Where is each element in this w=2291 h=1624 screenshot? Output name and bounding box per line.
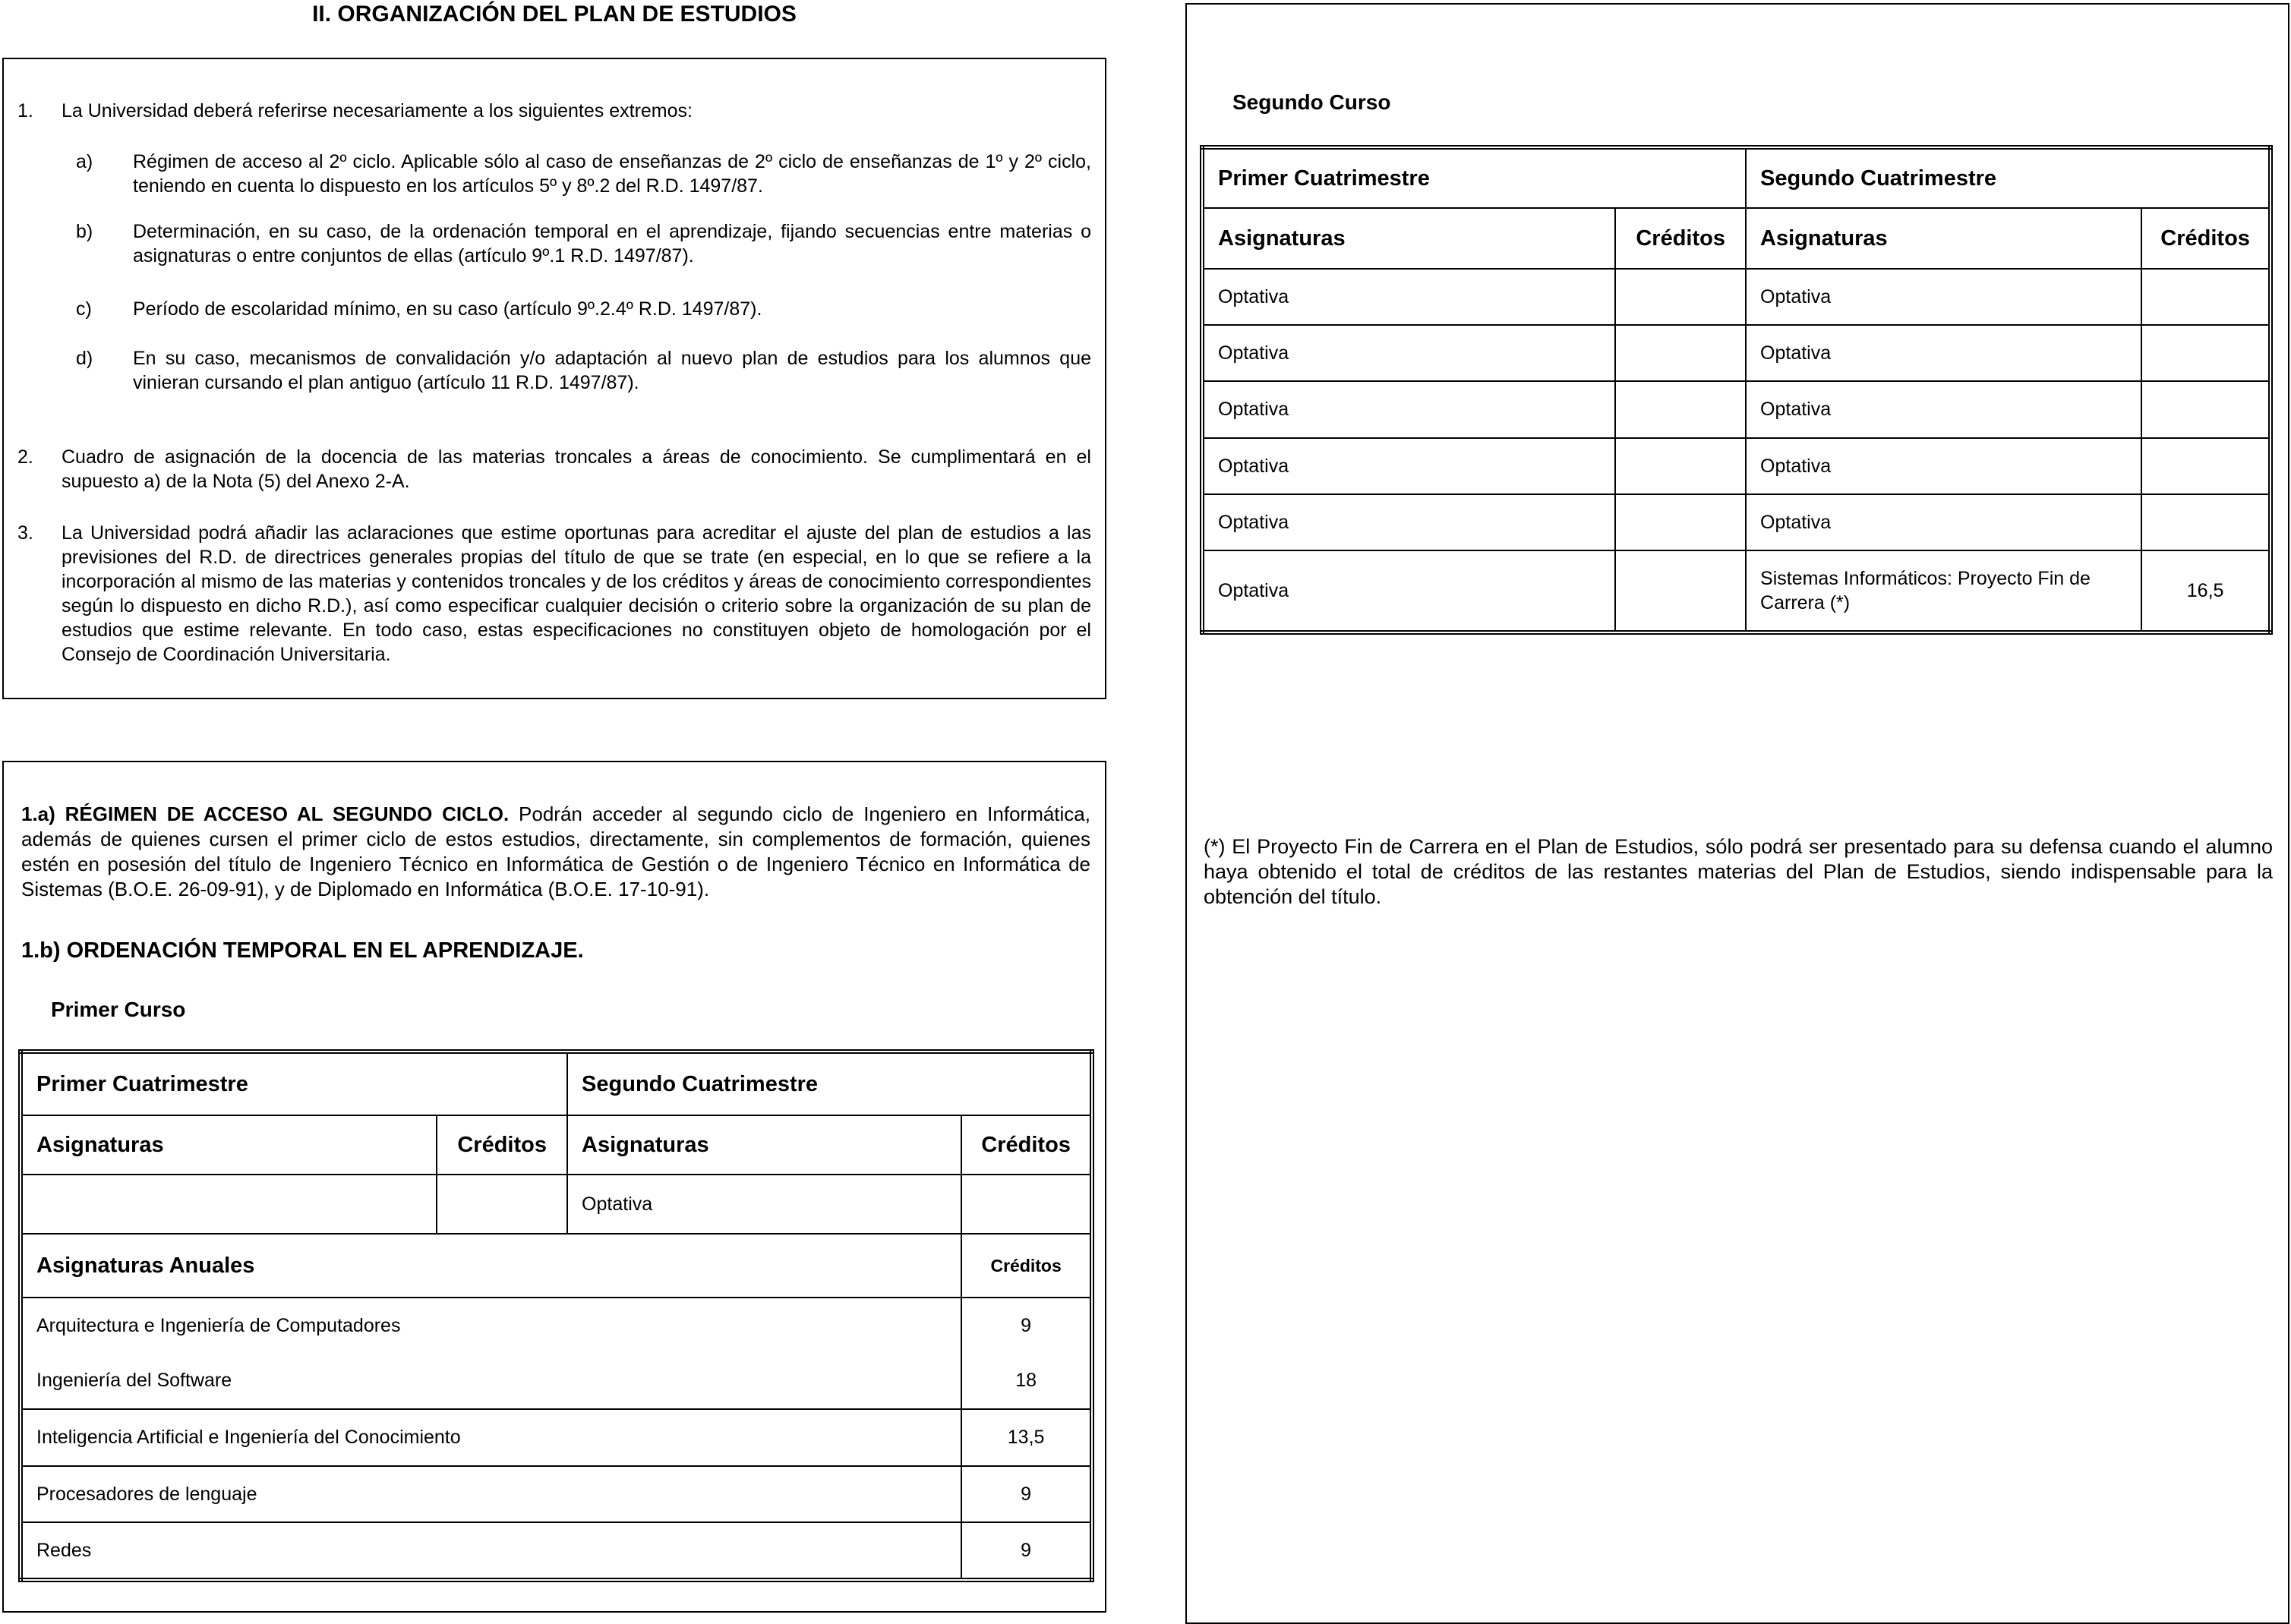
- table-cell: Optativa: [1202, 550, 1615, 632]
- table-row: [1202, 381, 2270, 438]
- access-text: Podrán acceder al segundo ciclo de Ingeniero en Informática, además de quienes cursen el primer ciclo de estos estudios, directamente, sin complementos de formación, quienes estén en posesión del título de Ingeniero Técnico en Informática de Gestión o de Ingeniero Técnico en Informática de Sistemas (B.O.E. 26-09-91), y de Diplomado en Informática (B.O.E. 17-10-91).: [21, 803, 1090, 900]
- item-3-text: La Universidad podrá añadir las aclaraciones que estime oportunas para acreditar el ajuste del plan de estudios a las previsiones del R.D. de directrices generales propias del título de que se trate (en especial, en lo que se refiere a la incorporación al mismo de las materias y contenidos troncales y de los créditos y áreas de conocimiento correspondientes según lo dispuesto en dicho R.D.), así como especificar cualquier decisión o criterio sobre la organización de su plan de estudios que estime relevante. En todo caso, estas especificaciones no constituyen objeto de homologación por el Consejo de Coordinación Universitaria.: [62, 522, 1091, 665]
- table-cell: [2141, 381, 2270, 438]
- item-1-number: 1.: [17, 100, 33, 121]
- table-row: [21, 1466, 1092, 1522]
- sub-item-c-label: c): [76, 298, 92, 320]
- footnote: (*) El Proyecto Fin de Carrera en el Plan de Estudios, sólo podrá ser presentado para su defensa cuando el alumno haya obtenido el total de créditos de las restantes materias del Plan de Estudios, siendo indispensable para la obtención del título.: [1204, 835, 2273, 908]
- item-3-number: 3.: [17, 522, 33, 544]
- table-cell: [2141, 438, 2270, 494]
- table-cell: Optativa: [1746, 494, 2141, 550]
- col-credits-header: Créditos: [1615, 208, 1746, 269]
- col-subjects-header: Asignaturas: [1202, 208, 1615, 269]
- annual-subjects-header: Asignaturas Anuales: [21, 1234, 961, 1298]
- annual-subject-credits: 13,5: [961, 1409, 1092, 1466]
- table-row: [21, 1298, 1092, 1353]
- annual-subject-name: Redes: [21, 1522, 961, 1580]
- table-cell: Optativa: [1746, 325, 2141, 381]
- table-cell: Optativa: [1202, 325, 1615, 381]
- table-row: [1202, 438, 2270, 494]
- table-cell: 16,5: [2141, 550, 2270, 632]
- table-row: [1202, 269, 2270, 325]
- col-credits-header: Créditos: [437, 1115, 567, 1175]
- col-subjects-header: Asignaturas: [21, 1115, 437, 1175]
- table-cell: [2141, 494, 2270, 550]
- table-row: [21, 1409, 1092, 1466]
- table-row: [1202, 550, 2270, 632]
- sub-item-d-text: En su caso, mecanismos de convalidación y/o adaptación al nuevo plan de estudios para los alumnos que vinieran cursando el plan antiguo (artículo 11 R.D. 1497/87).: [133, 348, 1091, 393]
- col-credits-header: Créditos: [961, 1115, 1092, 1175]
- table-row: [1202, 325, 2270, 381]
- table-cell: [1615, 269, 1746, 325]
- table-cell: [1615, 325, 1746, 381]
- annual-subject-credits: 18: [961, 1353, 1092, 1409]
- table-cell: [2141, 325, 2270, 381]
- table-cell: Optativa: [1202, 438, 1615, 494]
- sub-item-b-text: Determinación, en su caso, de la ordenación temporal en el aprendizaje, fijando secuencias entre materias o asignaturas o entre conjuntos de ellas (artículo 9º.1 R.D. 1497/87).: [133, 221, 1091, 266]
- item-2-text: Cuadro de asignación de la docencia de las materias troncales a áreas de conocimiento. Se cumplimentará en el supuesto a) de la Nota (5) del Anexo 2-A.: [62, 446, 1091, 492]
- sub-item-a-label: a): [76, 151, 93, 172]
- second-course-title: Segundo Curso: [1232, 90, 1391, 114]
- second-course-sem2-header: Segundo Cuatrimestre: [1746, 147, 2270, 208]
- table-cell: Optativa: [1202, 494, 1615, 550]
- sub-item-a-text: Régimen de acceso al 2º ciclo. Aplicable sólo al caso de enseñanzas de 2º ciclo de enseñanzas de 1º y 2º ciclo, teniendo en cuenta lo dispuesto en los artículos 5º y 8º.2 del R.D. 1497/87.: [133, 151, 1091, 197]
- annual-subject-name: Arquitectura e Ingeniería de Computadores: [21, 1298, 961, 1353]
- annual-subject-credits: 9: [961, 1466, 1092, 1522]
- table-cell: [1615, 381, 1746, 438]
- annual-subject-credits: 9: [961, 1522, 1092, 1580]
- table-cell: Sistemas Informáticos: Proyecto Fin de Carrera (*): [1746, 550, 2141, 632]
- table-cell: Optativa: [567, 1175, 961, 1234]
- table-cell: [1615, 494, 1746, 550]
- annual-credits-header: Créditos: [961, 1234, 1092, 1298]
- first-course-sem2-header: Segundo Cuatrimestre: [567, 1052, 1092, 1115]
- ordering-heading: 1.b) ORDENACIÓN TEMPORAL EN EL APRENDIZAJE.: [21, 938, 584, 963]
- study-plan-box: [2, 761, 1106, 1613]
- table-cell: Optativa: [1746, 381, 2141, 438]
- annual-subject-credits: 9: [961, 1298, 1092, 1353]
- sub-item-b-label: b): [76, 221, 93, 242]
- annual-subject-name: Procesadores de lenguaje: [21, 1466, 961, 1522]
- annual-subject-name: Inteligencia Artificial e Ingeniería del Conocimiento: [21, 1409, 961, 1466]
- table-cell: Optativa: [1746, 438, 2141, 494]
- table-cell: [437, 1175, 567, 1234]
- col-subjects-header: Asignaturas: [567, 1115, 961, 1175]
- table-cell: Optativa: [1202, 269, 1615, 325]
- requirements-box: [2, 58, 1106, 699]
- table-row: [1202, 494, 2270, 550]
- second-course-table: [1200, 145, 2273, 635]
- item-1-intro: La Universidad deberá referirse necesariamente a los siguientes extremos:: [62, 100, 693, 121]
- table-cell: Optativa: [1746, 269, 2141, 325]
- table-cell: [1615, 550, 1746, 632]
- access-paragraph: [21, 802, 1090, 902]
- access-heading: 1.a) RÉGIMEN DE ACCESO AL SEGUNDO CICLO.: [21, 803, 510, 825]
- second-course-sem1-header: Primer Cuatrimestre: [1202, 147, 1746, 208]
- first-course-sem1-header: Primer Cuatrimestre: [21, 1052, 567, 1115]
- first-course-table: [18, 1049, 1094, 1582]
- sub-item-c-text: Período de escolaridad mínimo, en su caso (artículo 9º.2.4º R.D. 1497/87).: [133, 298, 762, 320]
- item-2-number: 2.: [17, 446, 33, 468]
- table-cell: Optativa: [1202, 381, 1615, 438]
- table-cell: [1615, 438, 1746, 494]
- table-cell: [2141, 269, 2270, 325]
- sub-item-d-label: d): [76, 348, 93, 369]
- col-subjects-header: Asignaturas: [1746, 208, 2141, 269]
- page-title: II. ORGANIZACIÓN DEL PLAN DE ESTUDIOS: [312, 2, 797, 27]
- table-cell: [961, 1175, 1092, 1234]
- second-course-box: [1185, 3, 2289, 1624]
- first-course-title: Primer Curso: [51, 998, 186, 1021]
- col-credits-header: Créditos: [2141, 208, 2270, 269]
- table-row: [21, 1353, 1092, 1409]
- annual-subject-name: Ingeniería del Software: [21, 1353, 961, 1409]
- table-row: [21, 1522, 1092, 1580]
- table-cell: [21, 1175, 437, 1234]
